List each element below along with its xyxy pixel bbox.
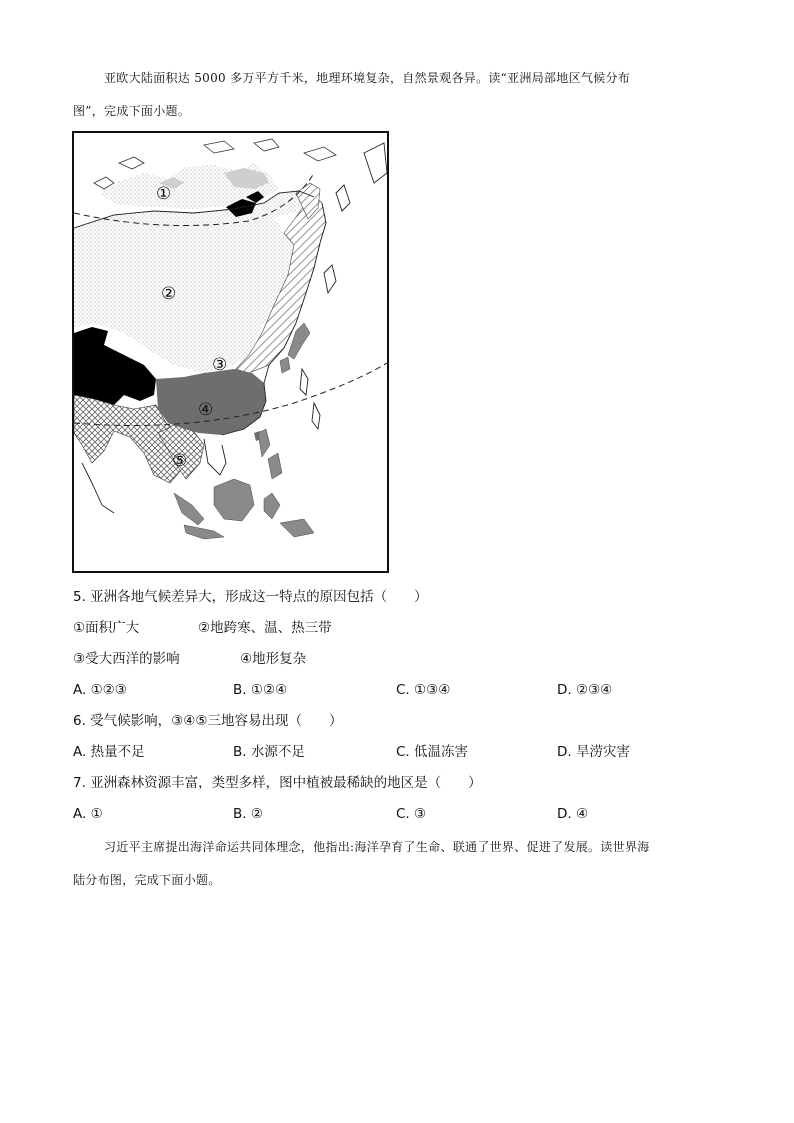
region-label-5: ⑤ [172, 451, 188, 471]
question-5-option-c: C. ①③④ [396, 682, 451, 698]
question-6-option-c: C. 低温冻害 [396, 744, 469, 760]
question-6-stem: 6. 受气候影响，③④⑤三地容易出现（ ） [73, 713, 343, 729]
question-7-option-c: C. ③ [396, 806, 427, 822]
asia-climate-map [72, 131, 389, 573]
question-5-item-3: ③受大西洋的影响 [73, 651, 180, 667]
question-7-option-a: A. ① [73, 806, 103, 822]
question-5-item-1: ①面积广大 [73, 620, 140, 636]
intro-line-1: 亚欧大陆面积达 5000 多万平方千米，地理环境复杂，自然景观各异。读“亚洲局部地区气候分布 [104, 71, 631, 85]
question-5-option-b: B. ①②④ [233, 682, 288, 698]
question-6-option-d: D. 旱涝灾害 [557, 744, 630, 760]
region-label-1: ① [156, 184, 172, 204]
question-5-option-a: A. ①②③ [73, 682, 127, 698]
question-5-option-d: D. ②③④ [557, 682, 613, 698]
question-6-option-a: A. 热量不足 [73, 744, 145, 760]
question-5-item-4: ④地形复杂 [240, 651, 307, 667]
intro2-line-1: 习近平主席提出海洋命运共同体理念，他指出:海洋孕育了生命、联通了世界、促进了发展。读世界海 [104, 840, 650, 854]
question-6-option-b: B. 水源不足 [233, 744, 305, 760]
intro-line-2: 图”，完成下面小题。 [73, 104, 191, 118]
question-7-stem: 7. 亚洲森林资源丰富，类型多样，图中植被最稀缺的地区是（ ） [73, 775, 482, 791]
question-5-item-2: ②地跨寒、温、热三带 [198, 620, 332, 636]
question-7-option-b: B. ② [233, 806, 263, 822]
region-label-3: ③ [212, 355, 228, 375]
question-7-option-d: D. ④ [557, 806, 589, 822]
intro2-line-2: 陆分布图，完成下面小题。 [73, 873, 221, 887]
region-label-2: ② [161, 284, 177, 304]
question-5-stem: 5. 亚洲各地气候差异大，形成这一特点的原因包括（ ） [73, 589, 428, 605]
region-label-4: ④ [198, 400, 214, 420]
